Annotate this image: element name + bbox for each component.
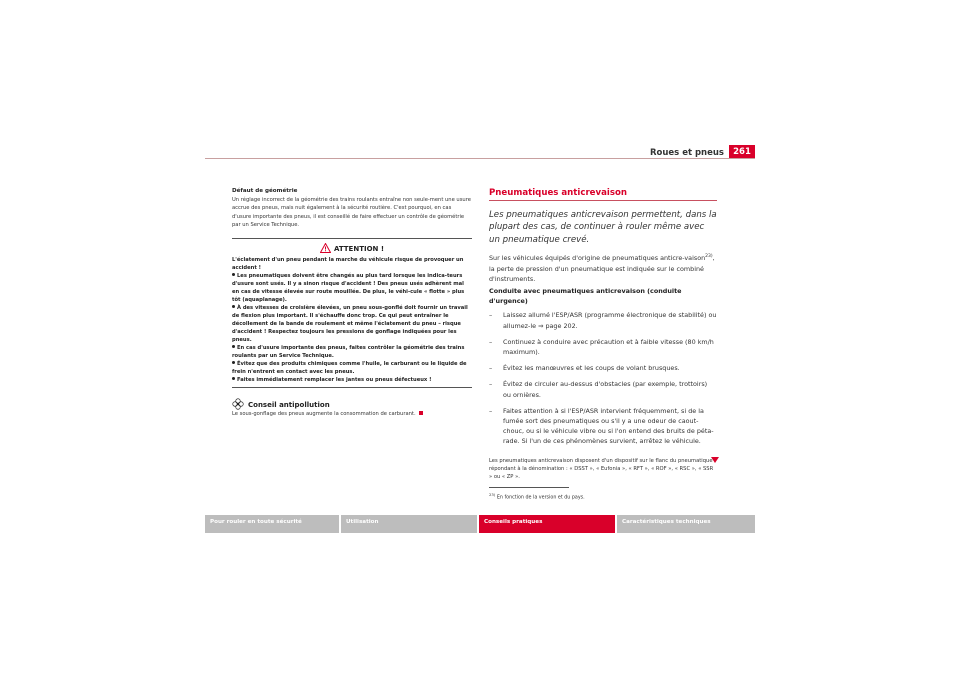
- note-text: Les pneumatiques anticrevaison disposent d'un dispositif sur le flanc du pneumatique répondant à la dénomination : « DSST », « Eufonia », « RFT », « ROF », « RSC », « SSR » ou « ZP ».: [489, 457, 714, 481]
- header-divider: [205, 158, 755, 159]
- warning-intro: L'éclatement d'un pneu pendant la marche du véhicule risque de provoquer un accident !: [232, 256, 464, 271]
- footnote-reference[interactable]: 23): [705, 254, 713, 260]
- emergency-heading: Conduite avec pneumatiques anticrevaison (conduite d'urgence): [489, 286, 682, 306]
- list-item: – Évitez les manœuvres et les coups de volant brusques.: [489, 364, 680, 373]
- footer-tab-practical-tips[interactable]: Conseils pratiques: [479, 515, 615, 533]
- left-column: [232, 188, 472, 418]
- footer-tab-safety[interactable]: Pour rouler en toute sécurité: [205, 515, 339, 533]
- bullet-icon: [232, 305, 235, 308]
- footnote-text: En fonction de la version et du pays.: [496, 495, 585, 501]
- bullet-icon: [232, 377, 235, 380]
- environment-title: Conseil antipollution: [248, 400, 330, 409]
- warning-title: ATTENTION !: [333, 244, 385, 253]
- environment-heading: [232, 398, 472, 410]
- section-title: Pneumatiques anticrevaison: [489, 188, 717, 201]
- warning-bullet: Évitez que des produits chimiques comme l'huile, le carburant ou le liquide de frein n'entrent en contact avec les pneus.: [232, 360, 467, 375]
- footnote-mark: 23): [489, 492, 496, 497]
- list-item: – Évitez de circuler au-dessus d'obstacles (par exemple, trottoirs) ou ornières.: [489, 380, 708, 399]
- warning-box: [232, 238, 472, 388]
- arrow-down-icon: [711, 457, 719, 463]
- page-number: 261: [729, 145, 755, 159]
- list-item: – Faites attention à si l'ESP/ASR intervient fréquemment, si de la fumée sort des pneumatiques ou s'il y a une odeur de caout-chouc, ou si le véhicule vibre ou si l'on entend des bruits de péta-rade. Si l'un de ces phénomènes survient, arrêtez le véhicule.: [489, 406, 714, 446]
- intro-paragraph: Sur les véhicules équipés d'origine de pneumatiques anticre-vaison$^{23)}$, la perte de pression d'un pneumatique est indiquée sur le combiné d'instruments.: [489, 254, 715, 283]
- warning-bullet: À des vitesses de croisière élevées, un pneu sous-gonflé doit fournir un travail de flexion plus important. Il s'échauffe donc trop. Ce qui peut entraîner le décollement de la bande de roulement et même l'éclatement du pneu – risque d'accident ! Respectez toujours les pressions de gonflage indiquées pour les pneus.: [232, 304, 468, 343]
- warning-bullet: Les pneumatiques doivent être changés au plus tard lorsque les indica-teurs d'usure sont usés. Il y a sinon risque d'accident ! Des pneus usés adhèrent mal en cas de vitesse élevée sur route mouillée. De plus, le véhi-cule « flotte » plus tôt (aquaplanage).: [232, 272, 465, 303]
- running-header-title: Roues et pneus: [649, 148, 724, 158]
- right-column: [489, 188, 717, 482]
- warning-bullet: En cas d'usure importante des pneus, faites contrôler la géométrie des trains roulants par un Service Technique.: [232, 344, 465, 359]
- end-of-section-marker: [419, 411, 423, 415]
- list-item: – Laissez allumé l'ESP/ASR (programme électronique de stabilité) ou allumez-le ⇒ page 202.: [489, 311, 717, 330]
- section-intro: Les pneumatiques anticrevaison permettent, dans la plupart des cas, de continuer à rouler même avec un pneumatique crevé.: [489, 210, 717, 245]
- geometry-text: Un réglage incorrect de la géométrie des trains roulants entraîne non seule-ment une usure accrue des pneus, mais nuit également à la sécurité routière. C'est pourquoi, en cas d'usure importante des pneus, il est conseillé de faire effectuer un contrôle de géométrie par un Service Technique.: [232, 197, 471, 229]
- footnote: [489, 492, 585, 501]
- flower-icon: [232, 398, 244, 410]
- footer-tab-technical-data[interactable]: Caractéristiques techniques: [617, 515, 755, 533]
- list-item: – Continuez à conduire avec précaution et à faible vitesse (80 km/h maximum).: [489, 337, 714, 356]
- bullet-icon: [232, 273, 235, 276]
- footer-tab-operation[interactable]: Utilisation: [341, 515, 477, 533]
- bullet-icon: [232, 361, 235, 364]
- environment-text: Le sous-gonflage des pneus augmente la consommation de carburant.: [232, 410, 472, 418]
- warning-triangle-icon: [320, 243, 331, 253]
- geometry-heading: Défaut de géométrie: [232, 188, 298, 194]
- footnote-divider: [489, 487, 569, 488]
- bullet-icon: [232, 345, 235, 348]
- warning-heading: [232, 243, 472, 253]
- warning-bullet: Faites immédiatement remplacer les jantes ou pneus défectueux !: [232, 376, 472, 384]
